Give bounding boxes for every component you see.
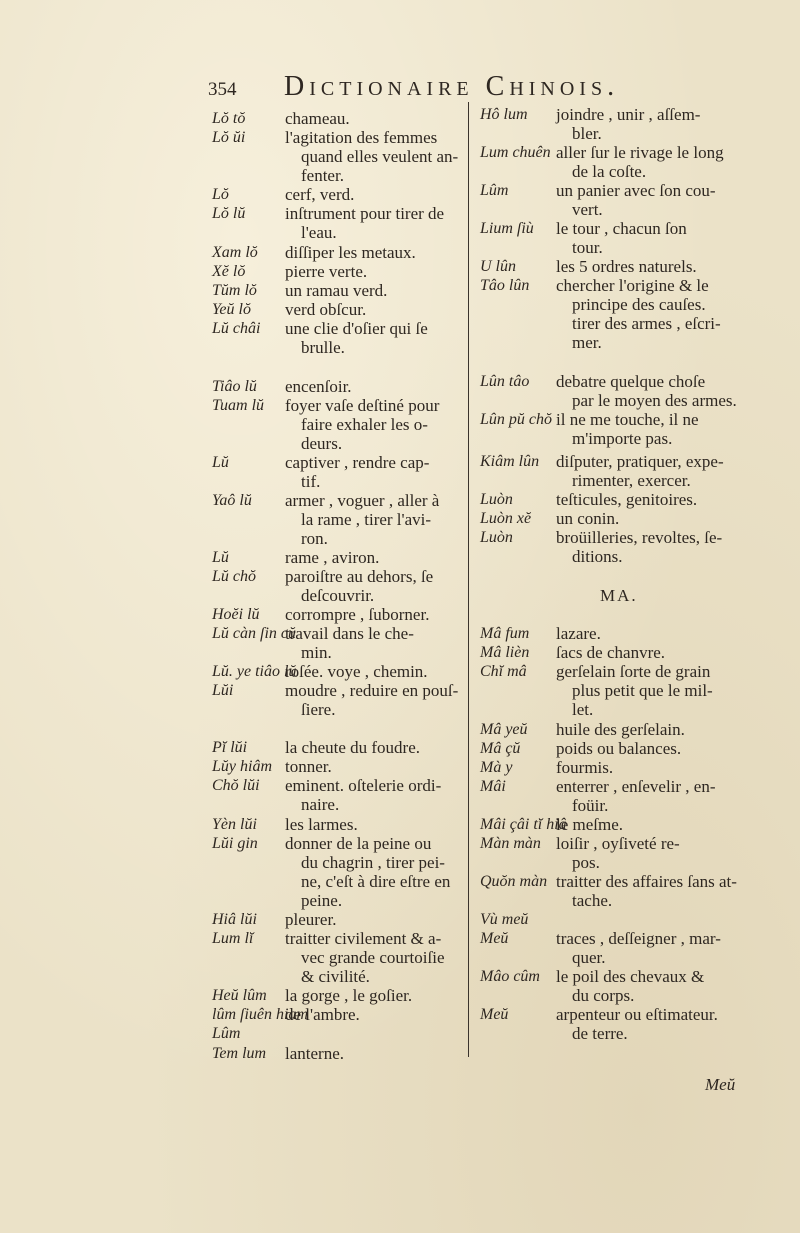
- entry-term: Lŭi: [212, 682, 234, 699]
- entry-definition: [556, 372, 769, 410]
- entry-definition: [556, 624, 769, 643]
- definition-line: tour.: [572, 238, 603, 257]
- definition-line: la rame , tirer l'avi-: [301, 510, 432, 529]
- definition-line: pleurer.: [285, 910, 337, 929]
- entry-definition: [285, 624, 467, 662]
- definition-line: ſacs de chanvre.: [556, 643, 666, 662]
- entry-term: Yaô lŭ: [212, 492, 252, 509]
- definition-line: eminent. oſtelerie ordi-: [285, 776, 442, 795]
- definition-line: arpenteur ou eſtimateur.: [556, 1005, 718, 1024]
- entry-definition: [556, 967, 769, 1005]
- definition-line: par le moyen des armes.: [572, 391, 737, 410]
- definition-line: teſticules, genitoires.: [556, 490, 698, 509]
- entry-definition: [556, 739, 769, 758]
- entry-definition: [285, 204, 467, 242]
- entry-term: Lûm: [212, 1025, 241, 1042]
- entry-definition: [285, 548, 467, 567]
- definition-line: poids ou balances.: [556, 739, 682, 758]
- entry-definition: [285, 453, 467, 491]
- definition-line: ron.: [301, 529, 328, 548]
- entry-term: Lŭi gin: [212, 835, 258, 852]
- definition-line: peine.: [301, 891, 343, 910]
- definition-line: fenter.: [301, 166, 344, 185]
- entry-term: Mâ lièn: [480, 644, 530, 661]
- definition-line: gerſelain ſorte de grain: [556, 662, 711, 681]
- definition-line: fourmis.: [556, 758, 614, 777]
- entry-term: Chĭ mâ: [480, 663, 527, 680]
- entry-definition: [285, 567, 467, 605]
- definition-line: ne, c'eſt à dire eſtre en: [301, 872, 451, 891]
- entry-term: Hiâ lŭi: [212, 911, 257, 928]
- entry-term: Kiâm lûn: [480, 453, 540, 470]
- definition-line: huile des gerſelain.: [556, 720, 685, 739]
- entry-term: Luòn: [480, 491, 513, 508]
- definition-line: & civilité.: [301, 967, 370, 986]
- definition-line: paroiſtre au dehors, ſe: [285, 567, 434, 586]
- entry-definition: [285, 1044, 467, 1063]
- entry-definition: [285, 910, 467, 929]
- definition-line: le meſme.: [556, 815, 624, 834]
- entry-definition: [556, 929, 769, 967]
- entry-term: Xĕ lŏ: [212, 263, 246, 280]
- definition-line: plus petit que le mil-: [572, 681, 713, 700]
- definition-line: encenſoir.: [285, 377, 352, 396]
- entry-term: Tuam lŭ: [212, 397, 265, 414]
- definition-line: les 5 ordres naturels.: [556, 257, 697, 276]
- entry-definition: [285, 815, 467, 834]
- entry-term: Lum lĭ: [212, 930, 254, 947]
- definition-line: le tour , chacun ſon: [556, 219, 687, 238]
- entry-definition: [556, 720, 769, 739]
- column-divider: [468, 102, 469, 1057]
- entry-definition: [556, 528, 769, 566]
- definition-line: vec grande courtoiſie: [301, 948, 445, 967]
- entry-definition: [556, 1005, 769, 1043]
- entry-definition: [556, 105, 769, 143]
- definition-line: debatre quelque choſe: [556, 372, 706, 391]
- definition-line: une clie d'oſier qui ſe: [285, 319, 428, 338]
- entry-definition: [285, 243, 467, 262]
- entry-term: Mâo cûm: [480, 968, 540, 985]
- entry-definition: [556, 815, 769, 834]
- definition-line: deſcouvrir.: [301, 586, 375, 605]
- entry-term: Lûn tâo: [480, 373, 530, 390]
- entry-term: Heŭ lûm: [212, 987, 267, 1004]
- entry-term: Meŭ: [480, 930, 509, 947]
- entry-definition: [285, 757, 467, 776]
- definition-line: de la coſte.: [572, 162, 647, 181]
- entry-term: Lŏ: [212, 186, 229, 203]
- entry-definition: [285, 681, 467, 719]
- entry-definition: [556, 834, 769, 872]
- entry-definition: [285, 185, 467, 204]
- definition-line: naire.: [301, 795, 340, 814]
- entry-definition: [556, 872, 769, 910]
- definition-line: inſtrument pour tirer de: [285, 204, 445, 223]
- definition-line: tif.: [301, 472, 321, 491]
- entry-definition: [285, 396, 467, 453]
- entry-definition: [285, 491, 467, 548]
- entry-definition: [556, 452, 769, 490]
- entry-term: Lûn pŭ chŏ: [480, 411, 552, 428]
- entry-term: Mâi: [480, 778, 506, 795]
- definition-line: tonner.: [285, 757, 332, 776]
- definition-line: pierre verte.: [285, 262, 368, 281]
- definition-line: faire exhaler les o-: [301, 415, 428, 434]
- definition-line: ſiere.: [301, 700, 336, 719]
- definition-line: broüilleries, revoltes, ſe-: [556, 528, 723, 547]
- running-title: Dictionaire Chinois.: [284, 71, 620, 102]
- definition-line: quer.: [572, 948, 606, 967]
- definition-line: foüir.: [572, 796, 609, 815]
- entry-term: Tâo lûn: [480, 277, 530, 294]
- definition-line: brulle.: [301, 338, 345, 357]
- entry-definition: [285, 109, 467, 128]
- entry-definition: [285, 834, 467, 910]
- entry-term: Luòn: [480, 529, 513, 546]
- definition-line: diſputer, pratiquer, expe-: [556, 452, 724, 471]
- entry-term: Mâ yeŭ: [480, 721, 528, 738]
- entry-definition: [285, 281, 467, 300]
- entry-definition: [556, 219, 769, 257]
- definition-line: chameau.: [285, 109, 350, 128]
- definition-line: de terre.: [572, 1024, 628, 1043]
- entry-definition: [556, 257, 769, 276]
- definition-line: ditions.: [572, 547, 623, 566]
- entry-definition: [285, 738, 467, 757]
- entry-term: Yeŭ lŏ: [212, 301, 251, 318]
- entry-term: Yèn lŭi: [212, 816, 257, 833]
- definition-line: m'importe pas.: [572, 429, 673, 448]
- entry-definition: [285, 319, 467, 357]
- definition-line: moudre , reduire en pouſ-: [285, 681, 459, 700]
- entry-term: Pĭ lŭi: [212, 739, 248, 756]
- definition-line: il ne me touche, il ne: [556, 410, 699, 429]
- entry-term: Luòn xĕ: [480, 510, 532, 527]
- definition-line: traitter des affaires ſans at-: [556, 872, 737, 891]
- page-number: 354: [208, 79, 237, 100]
- entry-term: Quŏn màn: [480, 873, 548, 890]
- definition-line: les larmes.: [285, 815, 358, 834]
- definition-line: lanterne.: [285, 1044, 344, 1063]
- entry-definition: [556, 758, 769, 777]
- definition-line: tirer des armes , eſcri-: [572, 314, 721, 333]
- entry-definition: [285, 262, 467, 281]
- entry-term: Xam lŏ: [212, 244, 258, 261]
- entry-definition: [556, 643, 769, 662]
- definition-line: corrompre , ſuborner.: [285, 605, 430, 624]
- entry-term: Vù meŭ: [480, 911, 529, 928]
- definition-line: foyer vaſe deſtiné pour: [285, 396, 440, 415]
- entry-term: Mà y: [480, 759, 513, 776]
- entry-term: Màn màn: [480, 835, 541, 852]
- entry-definition: [285, 605, 467, 624]
- definition-line: deurs.: [301, 434, 343, 453]
- entry-definition: [285, 776, 467, 814]
- entry-term: Lum chuên: [480, 144, 551, 161]
- entry-term: Lŏ ŭi: [212, 129, 246, 146]
- entry-term: Mâ çŭ: [480, 740, 521, 757]
- entry-term: Tem lum: [212, 1045, 267, 1062]
- entry-term: Lŭ: [212, 549, 229, 566]
- definition-line: donner de la peine ou: [285, 834, 432, 853]
- entry-definition: [556, 662, 769, 719]
- section-heading: MA.: [600, 586, 638, 605]
- entry-term: Lûm: [480, 182, 509, 199]
- definition-line: roſée. voye , chemin.: [285, 662, 428, 681]
- entry-term: Tŭm lŏ: [212, 282, 257, 299]
- definition-line: un conin.: [556, 509, 620, 528]
- entry-definition: [556, 410, 769, 448]
- definition-line: diſſiper les metaux.: [285, 243, 416, 262]
- entry-term: Chŏ lŭi: [212, 777, 260, 794]
- entry-definition: [556, 490, 769, 509]
- definition-line: l'eau.: [301, 223, 337, 242]
- definition-line: du chagrin , tirer pei-: [301, 853, 445, 872]
- definition-line: traitter civilement & a-: [285, 929, 442, 948]
- entry-term: Hô lum: [480, 106, 528, 123]
- entry-definition: [556, 143, 769, 181]
- definition-line: un panier avec ſon cou-: [556, 181, 716, 200]
- definition-line: principe des cauſes.: [572, 295, 706, 314]
- definition-line: rame , aviron.: [285, 548, 380, 567]
- definition-line: la gorge , le goſier.: [285, 986, 413, 1005]
- entry-term: Lŭ châi: [212, 320, 261, 337]
- definition-line: aller ſur le rivage le long: [556, 143, 724, 162]
- definition-line: bler.: [572, 124, 602, 143]
- definition-line: travail dans le che-: [285, 624, 414, 643]
- definition-line: verd obſcur.: [285, 300, 367, 319]
- definition-line: pos.: [572, 853, 600, 872]
- entry-term: Lŭ. ye tiâo lŭ: [212, 663, 297, 680]
- definition-line: cerf, verd.: [285, 185, 355, 204]
- definition-line: chercher l'origine & le: [556, 276, 709, 295]
- entry-term: Lŭ chŏ: [212, 568, 256, 585]
- definition-line: de l'ambre.: [285, 1005, 360, 1024]
- entry-term: Lŭy hiâm: [212, 758, 272, 775]
- entry-term: Mâ fum: [480, 625, 530, 642]
- entry-definition: [556, 181, 769, 219]
- entry-definition: [285, 1005, 467, 1024]
- definition-line: let.: [572, 700, 594, 719]
- entry-term: lûm ſiuên hiam: [212, 1006, 308, 1023]
- entry-term: Hoĕi lŭ: [212, 606, 260, 623]
- definition-line: loiſir , oyſiveté re-: [556, 834, 680, 853]
- entry-definition: [285, 377, 467, 396]
- definition-line: du corps.: [572, 986, 635, 1005]
- definition-line: rimenter, exercer.: [572, 471, 691, 490]
- definition-line: captiver , rendre cap-: [285, 453, 430, 472]
- definition-line: quand elles veulent an-: [301, 147, 459, 166]
- entry-term: Lŏ tŏ: [212, 110, 246, 127]
- entry-term: Mâi çâi tĭ hiâ: [480, 816, 567, 833]
- entry-term: Tiâo lŭ: [212, 378, 257, 395]
- entry-term: Lium ſiù: [480, 220, 534, 237]
- entry-term: Lŭ: [212, 454, 229, 471]
- entry-definition: [285, 929, 467, 986]
- entry-definition: [556, 276, 769, 352]
- definition-line: enterrer , enſevelir , en-: [556, 777, 716, 796]
- definition-line: un ramau verd.: [285, 281, 388, 300]
- entry-term: U lûn: [480, 258, 516, 275]
- entry-definition: [556, 777, 769, 815]
- definition-line: lazare.: [556, 624, 601, 643]
- entry-definition: [285, 128, 467, 185]
- entry-term: Lŏ lŭ: [212, 205, 246, 222]
- definition-line: vert.: [572, 200, 603, 219]
- entry-definition: [556, 509, 769, 528]
- definition-line: mer.: [572, 333, 602, 352]
- definition-line: la cheute du foudre.: [285, 738, 420, 757]
- definition-line: l'agitation des femmes: [285, 128, 438, 147]
- definition-line: le poil des chevaux &: [556, 967, 705, 986]
- entry-definition: [285, 300, 467, 319]
- definition-line: min.: [301, 643, 332, 662]
- definition-line: armer , voguer , aller à: [285, 491, 440, 510]
- entry-term: Meŭ: [480, 1006, 509, 1023]
- catchword: Meŭ: [705, 1075, 736, 1094]
- entry-definition: [285, 986, 467, 1005]
- entry-term: Lŭ càn ſin cŭ: [212, 625, 296, 642]
- definition-line: traces , deſſeigner , mar-: [556, 929, 721, 948]
- definition-line: tache.: [572, 891, 613, 910]
- entry-definition: [285, 662, 467, 681]
- definition-line: joindre , unir , aſſem-: [556, 105, 701, 124]
